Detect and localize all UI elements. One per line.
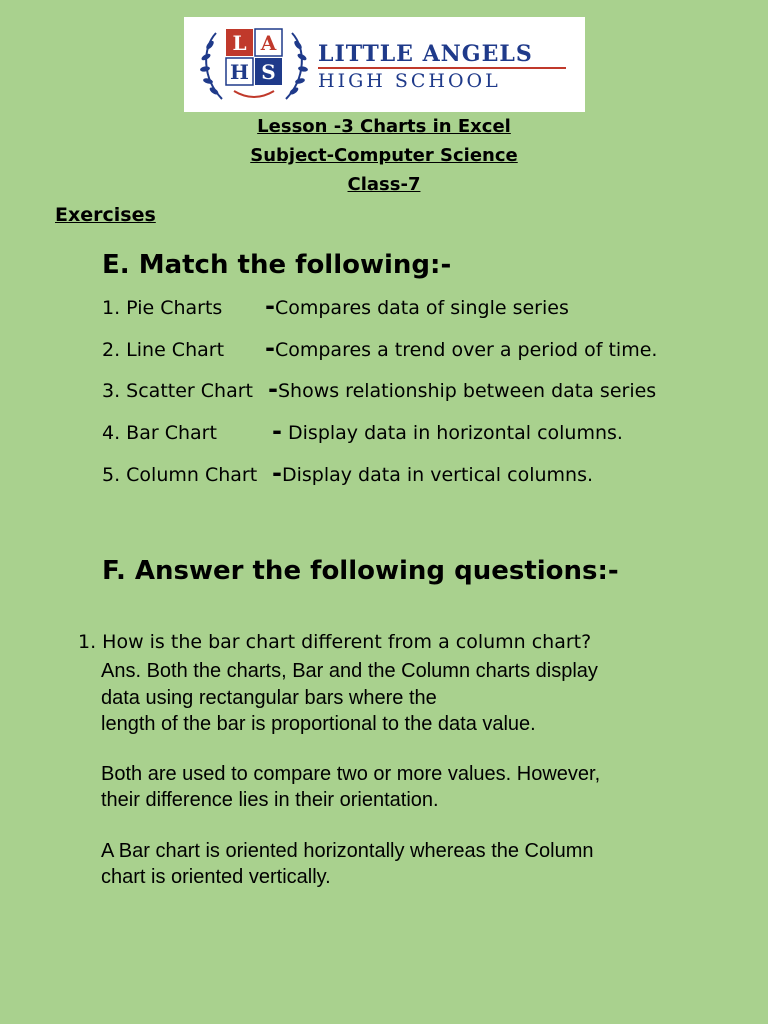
match-item-left: 1. Pie Charts	[102, 297, 223, 319]
answer-line: data using rectangular bars where the	[101, 687, 437, 709]
match-dash: -	[268, 375, 278, 403]
answer-line: length of the bar is proportional to the data value.	[101, 713, 536, 735]
match-item-right: Compares data of single series	[274, 297, 569, 319]
school-logo	[184, 17, 585, 112]
section-e-title: E. Match the following:-	[102, 250, 452, 280]
crest-letter-a: A	[260, 31, 277, 55]
subject-title: Subject-Computer Science	[250, 145, 518, 166]
match-item-right: Display data in horizontal columns.	[281, 422, 623, 444]
match-item-left: 3. Scatter Chart	[102, 380, 253, 402]
match-dash: -	[272, 417, 282, 445]
school-name-line1: LITTLE ANGELS	[318, 41, 533, 67]
answer-line: their difference lies in their orientation.	[101, 789, 439, 811]
school-name-divider	[318, 67, 566, 69]
match-dash: -	[265, 334, 275, 362]
school-name-line2: HIGH SCHOOL	[318, 70, 501, 92]
match-item-right: Shows relationship between data series	[277, 380, 657, 402]
question-1: 1. How is the bar chart different from a column chart?	[78, 631, 592, 653]
match-dash: -	[265, 292, 275, 320]
lesson-title: Lesson -3 Charts in Excel	[257, 116, 511, 137]
answer-line: Ans. Both the charts, Bar and the Column charts display	[101, 660, 598, 682]
crest-letter-l: L	[232, 31, 247, 55]
match-item-left: 2. Line Chart	[102, 339, 225, 361]
match-item-left: 4. Bar Chart	[102, 422, 217, 444]
exercises-label: Exercises	[55, 204, 156, 226]
crest-letter-s: S	[261, 60, 276, 84]
match-item-left: 5. Column Chart	[102, 464, 258, 486]
match-dash: -	[272, 459, 282, 487]
section-f-title: F. Answer the following questions:-	[102, 556, 619, 586]
school-crest-icon	[194, 23, 314, 107]
class-title: Class-7	[347, 174, 421, 195]
answer-line: chart is oriented vertically.	[101, 866, 331, 888]
answer-line: Both are used to compare two or more values. However,	[101, 763, 601, 785]
answer-line: A Bar chart is oriented horizontally whereas the Column	[101, 840, 594, 862]
crest-letter-h: H	[230, 60, 249, 84]
match-item-right: Compares a trend over a period of time.	[274, 339, 658, 361]
match-item-right: Display data in vertical columns.	[281, 464, 594, 486]
